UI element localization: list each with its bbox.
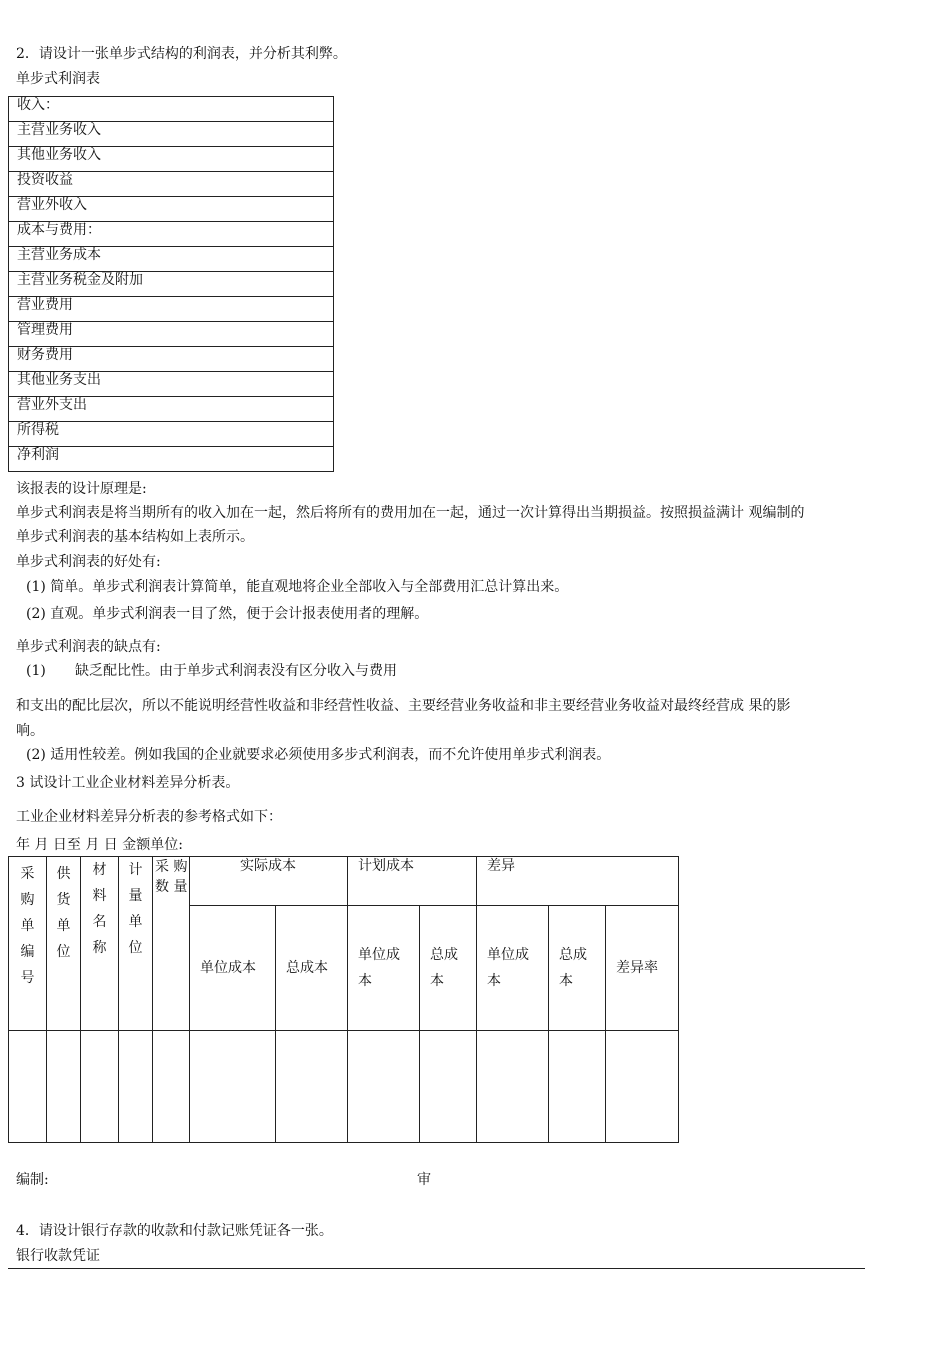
divider-line — [8, 1268, 865, 1269]
prepared-by-label: 编制: — [16, 1172, 49, 1188]
table-cell — [348, 1030, 420, 1142]
table-row — [9, 447, 334, 472]
table-row — [9, 397, 334, 422]
table-header-row — [9, 857, 679, 906]
table-row — [9, 97, 334, 122]
sub-plan-unit-cost: 单位成 本 — [348, 906, 420, 1030]
table-row — [9, 272, 334, 297]
table-row — [9, 222, 334, 247]
table-row — [9, 347, 334, 372]
table-cell — [119, 1030, 153, 1142]
table-cell: 营业外收入 — [9, 197, 334, 222]
header-supplier: 供 货 单 位 — [47, 857, 81, 1031]
sub-diff-unit-cost: 单位成 本 — [477, 906, 549, 1030]
table-cell: 主营业务税金及附加 — [9, 272, 334, 297]
table-cell — [9, 1030, 47, 1142]
table-row — [9, 322, 334, 347]
table-cell: 管理费用 — [9, 322, 334, 347]
sub-diff-rate: 差异率 — [606, 906, 679, 1030]
single-step-income-table — [8, 96, 334, 472]
table-row — [9, 172, 334, 197]
table-cell — [47, 1030, 81, 1142]
header-planned-cost: 计划成本 — [348, 857, 477, 906]
q3-heading: 3 试设计工业企业材料差异分析表。 — [16, 775, 240, 791]
table-cell: 其他业务收入 — [9, 147, 334, 172]
pro-item-1: (1) 简单。单步式利润表计算简单，能直观地将企业全部收入与全部费用汇总计算出来。 — [26, 579, 569, 595]
table-row — [9, 1030, 679, 1142]
q3-intro: 工业企业材料差异分析表的参考格式如下： — [16, 809, 282, 825]
table-cell: 财务费用 — [9, 347, 334, 372]
review-label: 审 — [417, 1172, 431, 1188]
table-row — [9, 247, 334, 272]
table-row — [9, 147, 334, 172]
sub-plan-total-cost: 总成 本 — [420, 906, 477, 1030]
pros-title: 单步式利润表的好处有: — [16, 554, 161, 570]
principle-title: 该报表的设计原理是: — [16, 481, 147, 497]
header-purchase-no: 采 购 单 编 号 — [9, 857, 47, 1031]
table-cell: 主营业务收入 — [9, 122, 334, 147]
header-actual-cost: 实际成本 — [190, 857, 348, 906]
table-row — [9, 372, 334, 397]
table-cell: 净利润 — [9, 447, 334, 472]
pro-item-2: (2) 直观。单步式利润表一目了然，便于会计报表使用者的理解。 — [26, 606, 429, 622]
sub-actual-unit-cost: 单位成本 — [190, 906, 276, 1030]
table-cell — [549, 1030, 606, 1142]
table-cell: 所得税 — [9, 422, 334, 447]
principle-line-1: 单步式利润表是将当期所有的收入加在一起，然后将所有的费用加在一起，通过一次计算得出当期损益。按照损益满计 观编制的 — [16, 505, 805, 521]
table-cell: 其他业务支出 — [9, 372, 334, 397]
con-item-1-text: 缺乏配比性。由于单步式利润表没有区分收入与费用 — [75, 663, 397, 679]
table-row — [9, 422, 334, 447]
sub-actual-total-cost: 总成本 — [276, 906, 348, 1030]
voucher-title: 银行收款凭证 — [16, 1248, 100, 1264]
header-variance: 差异 — [477, 857, 679, 906]
table-cell — [81, 1030, 119, 1142]
table-row — [9, 297, 334, 322]
income-table-title: 单步式利润表 — [16, 71, 100, 87]
table-cell: 成本与费用： — [9, 222, 334, 247]
table-cell — [606, 1030, 679, 1142]
table-cell — [190, 1030, 276, 1142]
table-cell — [420, 1030, 477, 1142]
con-item-1-number: (1) — [26, 663, 46, 679]
principle-line-2: 单步式利润表的基本结构如上表所示。 — [16, 529, 254, 545]
table-cell: 主营业务成本 — [9, 247, 334, 272]
con-item-1-line-3: 响。 — [16, 723, 44, 739]
table-cell — [276, 1030, 348, 1142]
table-cell: 投资收益 — [9, 172, 334, 197]
q2-heading: 2．请设计一张单步式结构的利润表，并分析其利弊。 — [16, 46, 347, 62]
date-amount-line: 年 月 日至 月 日 金额单位: — [16, 837, 183, 853]
con-item-1-line-2: 和支出的配比层次，所以不能说明经营性收益和非经营性收益、主要经营业务收益和非主要经营业务收益对最终经营成 果的影 — [16, 698, 791, 714]
header-unit: 计 量 单 位 — [119, 857, 153, 1031]
table-cell — [477, 1030, 549, 1142]
material-variance-table — [8, 856, 679, 1143]
table-row — [9, 122, 334, 147]
q4-heading: 4．请设计银行存款的收款和付款记账凭证各一张。 — [16, 1223, 333, 1239]
cons-title: 单步式利润表的缺点有: — [16, 639, 161, 655]
con-item-2: (2) 适用性较差。例如我国的企业就要求必须使用多步式利润表，而不允许使用单步式利润表。 — [26, 747, 611, 763]
table-cell: 营业费用 — [9, 297, 334, 322]
header-purchase-qty: 采 购 数 量 — [153, 857, 190, 1031]
table-cell — [153, 1030, 190, 1142]
table-row — [9, 197, 334, 222]
sub-diff-total-cost: 总成 本 — [549, 906, 606, 1030]
table-cell: 收入： — [9, 97, 334, 122]
table-cell: 营业外支出 — [9, 397, 334, 422]
header-material-name: 材 料 名 称 — [81, 857, 119, 1031]
